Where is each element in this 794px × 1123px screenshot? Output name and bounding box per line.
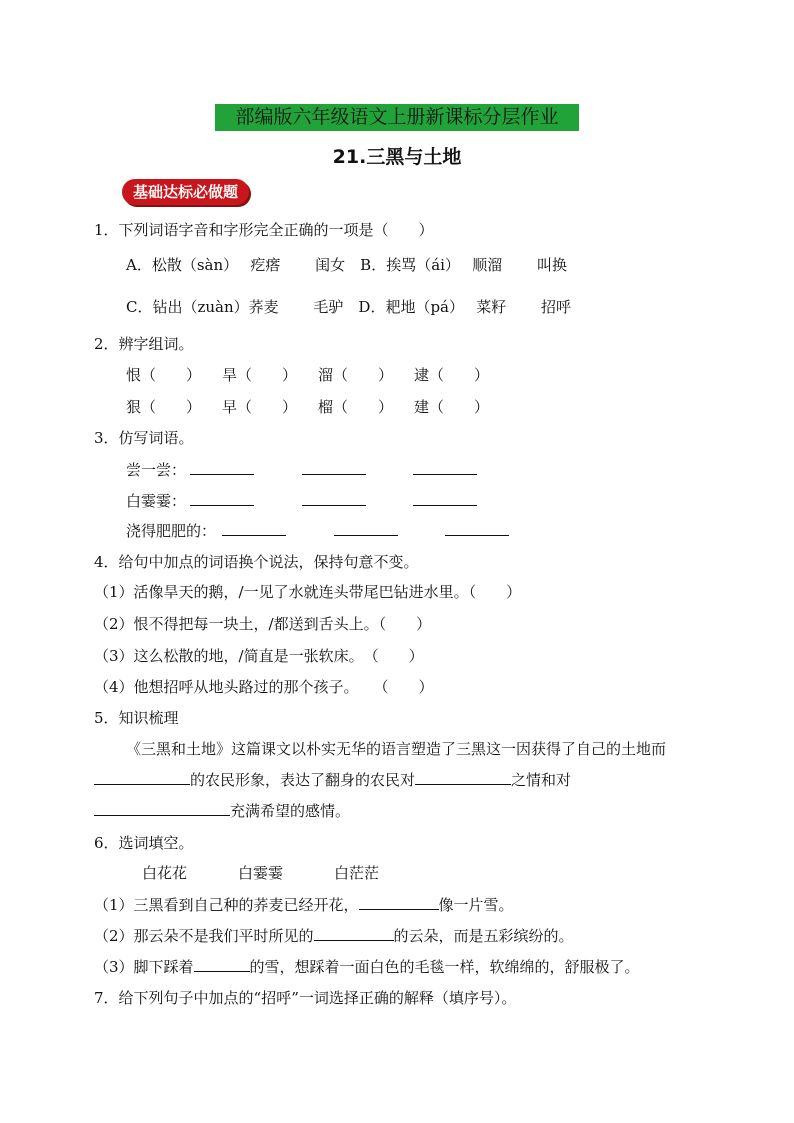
q3-item-label: 白霎霎：: [126, 492, 187, 510]
answer-blank[interactable]: [334, 521, 398, 536]
q2-item: 狠（ ）: [126, 398, 202, 416]
q7-stem: 7．给下列句子中加点的“招呼”一词选择正确的解释（填序号）。: [94, 989, 517, 1007]
q1-options-row2: C．钻出（zuàn）荞麦 毛驴 D．耙地（pá） 菜籽 招呼: [126, 298, 572, 316]
answer-blank[interactable]: [302, 460, 366, 475]
q2-item: 溜（ ）: [318, 366, 394, 384]
lesson-title: 21.三黑与土地: [332, 146, 462, 168]
q4-item: （3）这么松散的地，/简直是一张软床。 （ ）: [94, 647, 424, 665]
q6-sentence: 的云朵，而是五彩缤纷的。: [393, 927, 574, 945]
q6-sentence: 像一片雪。: [438, 896, 514, 914]
q6-stem: 6．选词填空。: [94, 834, 194, 852]
q4-item: （4）他想招呼从地头路过的那个孩子。 （ ）: [94, 678, 434, 696]
q4-item: （1）活像旱天的鹅，/一见了水就连头带尾巴钻进水里。（ ）: [94, 583, 522, 601]
q2-item: 旱（ ）: [222, 366, 298, 384]
answer-blank[interactable]: [194, 957, 250, 972]
q2-item: 建（ ）: [414, 398, 490, 416]
q1-options-row1: A．松散（sàn） 疙瘩 闺女 B．挨骂（ái） 顺溜 叫换: [126, 256, 567, 274]
q6-sentence: （1）三黑看到自己种的荞麦已经开花，: [94, 896, 359, 914]
q6-sentence: （3）脚下踩着: [94, 958, 194, 976]
answer-blank[interactable]: [94, 801, 230, 816]
q5-text: 充满希望的感情。: [230, 802, 351, 820]
q3-stem: 3．仿写词语。: [94, 429, 194, 447]
q5-text: 之情和对: [511, 771, 572, 789]
q6-choice: 白茫茫: [334, 864, 380, 882]
worksheet-banner: 部编版六年级语文上册新课标分层作业: [215, 104, 579, 131]
q6-sentence: 的雪，想踩着一面白色的毛毯一样，软绵绵的，舒服极了。: [249, 958, 640, 976]
answer-blank[interactable]: [413, 491, 477, 506]
q1-stem: 1．下列词语字音和字形完全正确的一项是（ ）: [94, 221, 434, 239]
q6-choice: 白霎霎: [238, 864, 284, 882]
q4-item: （2）恨不得把每一块土，/都送到舌头上。（ ）: [94, 615, 432, 633]
q4-stem: 4．给句中加点的词语换个说法，保持句意不变。: [94, 553, 419, 571]
answer-blank[interactable]: [190, 460, 254, 475]
q5-text: 《三黑和土地》这篇课文以朴实无华的语言塑造了三黑这一因获得了自己的土地而: [126, 740, 667, 758]
q5-text: 的农民形象，表达了翻身的农民对: [190, 771, 416, 789]
q2-item: 恨（ ）: [126, 366, 202, 384]
q3-item-label: 尝一尝：: [126, 461, 187, 479]
answer-blank[interactable]: [314, 926, 394, 941]
answer-blank[interactable]: [413, 460, 477, 475]
q2-item: 早（ ）: [222, 398, 298, 416]
answer-blank[interactable]: [359, 895, 439, 910]
answer-blank[interactable]: [222, 521, 286, 536]
answer-blank[interactable]: [190, 491, 254, 506]
q2-item: 逮（ ）: [414, 366, 490, 384]
answer-blank[interactable]: [415, 770, 511, 785]
q2-item: 榴（ ）: [318, 398, 394, 416]
q2-stem: 2．辨字组词。: [94, 335, 194, 353]
answer-blank[interactable]: [94, 770, 190, 785]
q3-item-label: 浇得肥肥的：: [126, 522, 217, 540]
answer-blank[interactable]: [302, 491, 366, 506]
q6-sentence: （2）那云朵不是我们平时所见的: [94, 927, 314, 945]
section-tag: 基础达标必做题: [122, 179, 249, 205]
q6-choice: 白花花: [142, 864, 188, 882]
q5-stem: 5．知识梳理: [94, 709, 179, 727]
answer-blank[interactable]: [445, 521, 509, 536]
